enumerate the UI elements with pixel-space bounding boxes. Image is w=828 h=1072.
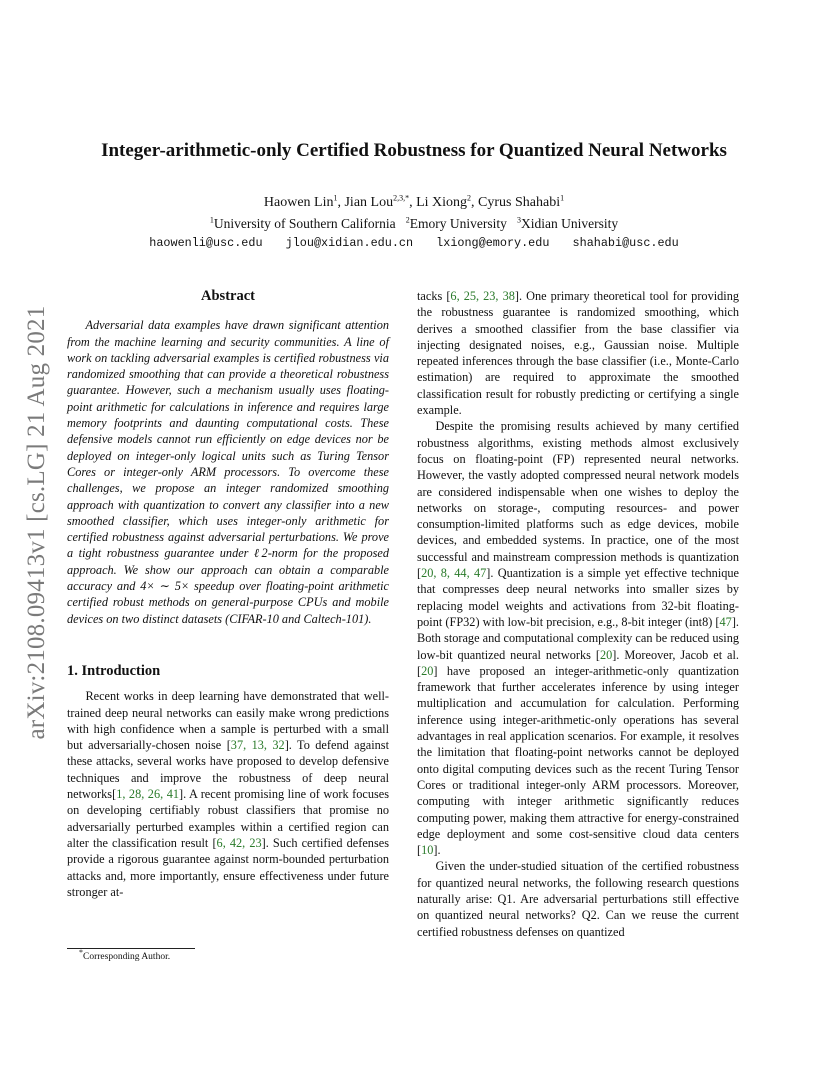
arxiv-identifier: arXiv:2108.09413v1 [cs.LG] 21 Aug 2021 [23,305,50,740]
continued-paragraph [417,288,739,418]
affiliation-mark: 2 [405,215,410,225]
body-paragraph [417,418,739,858]
affiliation-name: Emory University [409,216,507,231]
citation-link[interactable]: 1, 28, 26, 41 [116,787,179,802]
affiliation-mark: 1 [209,215,214,225]
author-email: jlou@xidian.edu.cn [285,236,414,250]
paragraph-text: ]. A recent promising line of work focuses on developing certifiably robust classifiers that promise no adversarially perturbed examples within a certified region can alter the classification result [ [67,787,389,850]
author-name: Li Xiong [416,195,468,210]
citation-link[interactable]: 37, 13, 32 [230,738,285,753]
citation-link[interactable]: 20 [599,647,613,662]
author-separator: , [471,195,479,210]
body-paragraph: Given the under-studied situation of the certified robustness for quantized neural networks, the following research questions naturally arise: Q1. Are adversarial perturbations still effective on quantized neural networks? Q2. Can we reuse the current certified robustness defenses on quantized [417,859,739,939]
paragraph-text: ]. To defend against these attacks, several works have proposed to develop defensive techniques and improve the robustness of deep neural networks[ [67,738,390,802]
right-column [417,288,739,940]
paragraph-text: ]. Both storage and computational complexity can be reduced using low-bit quantized neural networks [ [417,614,739,662]
affiliation-name: University of Southern California [213,216,396,231]
author-separator: , [337,195,345,210]
intro-paragraph [67,688,389,900]
paragraph-text: Despite the promising results achieved by many certified robustness algorithms, existing methods almost exclusively focus on floating-point (FP) represented neural networks. However, the vastly adopted compressed neural network models are considered indispensable when one wishes to deploy the networks on storage-, computing resources- and power consumption-limited platforms such as edge devices, mobile devices, and embedded systems. In practice, one of the most successful and mainstream compression methods is quantization [ [417,419,739,581]
left-column [67,288,389,900]
abstract-heading: Abstract [201,288,255,304]
citation-link[interactable]: 47 [719,614,732,629]
affiliation-list [60,216,768,232]
paragraph-text: Recent works in deep learning have demonstrated that well-trained deep neural networks can easily make wrong predictions with high confidence when a sample is perturbed with a small but adversarially-chosen noise [ [67,689,389,753]
arxiv-sidebar [20,285,54,760]
affiliation-name: Xidian University [521,216,619,231]
citation-link[interactable]: 6, 25, 23, 38 [450,289,515,303]
footnote-mark: * [79,947,83,957]
affiliation-mark: 3 [517,215,522,225]
citation-link[interactable]: 6, 42, 23 [216,835,262,850]
author-name: Cyrus Shahabi [478,195,561,210]
author-email: shahabi@usc.edu [572,236,679,250]
email-list [60,236,768,250]
footnote-divider [67,948,195,949]
section-heading-introduction: 1. Introduction [67,662,161,679]
paragraph-text: ]. [433,843,441,858]
paragraph-text: ]. One primary theoretical tool for providing the robustness guarantee is randomized smoothing, which derives a smoothed classifier from the base classifier via injecting designated noises, e.g., Gaussian noise. Multiple repeated inferences through the base classifier (i.e., Monte-Carlo estimation) are required to approximate the smoothed classification result for robustly predicting or certifying a single example. [417,289,739,418]
author-list [60,195,768,211]
citation-link[interactable]: 20 [421,663,434,678]
citation-link[interactable]: 20, 8, 44, 47 [421,566,487,581]
paragraph-text: ]. Moreover, Jacob et al. [ [417,647,739,678]
author-affiliation-mark: 1 [560,193,565,203]
author-name: Jian Lou [344,195,394,210]
paragraph-text: tacks [ [417,289,451,303]
author-email: haowenli@usc.edu [149,236,263,250]
author-email: lxiong@emory.edu [436,236,550,250]
author-affiliation-mark: 2,3,* [393,193,410,203]
paper-title: Integer-arithmetic-only Certified Robustness for Quantized Neural Networks [101,140,727,161]
paragraph-text: ] have proposed an integer-arithmetic-only quantization framework that further accelerates inference by using integer multiplication and accumulation for calculation. Performing inference using integer-arithmetic-only operations has several advantages in real application scenarios. For example, it resolves the limitation that floating-point networks cannot be deployed onto digital computing devices such as the recent Turing Tensor Cores or traditional integer-only ARM processors. Moreover, computing with integer arithmetic significantly reduces computing power, making them attractive for energy-constrained edge deployment and some cost-sensitive cloud data centers [ [417,663,739,858]
citation-link[interactable]: 10 [421,843,434,858]
footnote [67,947,389,962]
footnote-text: Corresponding Author. [83,952,171,962]
author-affiliation-mark: 2 [467,193,472,203]
paragraph-text: ]. Quantization is a simple yet effective technique that compresses deep neural networks into smaller sizes by replacing model weights and activations from 32-bit floating-point (FP32) with low-bit precision, e.g., 8-bit integer (int8) [ [417,566,740,629]
author-separator: , [409,195,417,210]
author-name: Haowen Lin [263,195,334,210]
abstract-text: Adversarial data examples have drawn significant attention from the machine learning and security communities. A line of work on tackling adversarial examples is certified robustness via randomized smoothing that can provide a theoretical robustness guarantee. However, such a mechanism usually uses floating-point arithmetic for calculations in inference and requires large memory footprints and daunting computational costs. These defensive models cannot run efficiently on edge devices nor be deployed on integer-only logical units such as Turing Tensor Cores or integer-only ARM processors. To overcome these challenges, we propose an integer randomized smoothing approach with quantization to convert any classifier into a new smoothed classifier, which uses integer-only arithmetic for certified robustness against adversarial perturbations. We prove a tight robustness guarantee under ℓ2-norm for the proposed approach. We show our approach can obtain a comparable accuracy and 4× ∼ 5× speedup over floating-point arithmetic certified robust methods on general-purpose CPUs and mobile devices on two distinct datasets (CIFAR-10 and Caltech-101). [67,318,389,626]
paragraph-text: ]. Such certified defenses provide a rigorous guarantee against norm-bounded perturbation attacks and, more importantly, ensure effectiveness under future stronger at- [67,835,389,899]
author-affiliation-mark: 1 [333,193,338,203]
